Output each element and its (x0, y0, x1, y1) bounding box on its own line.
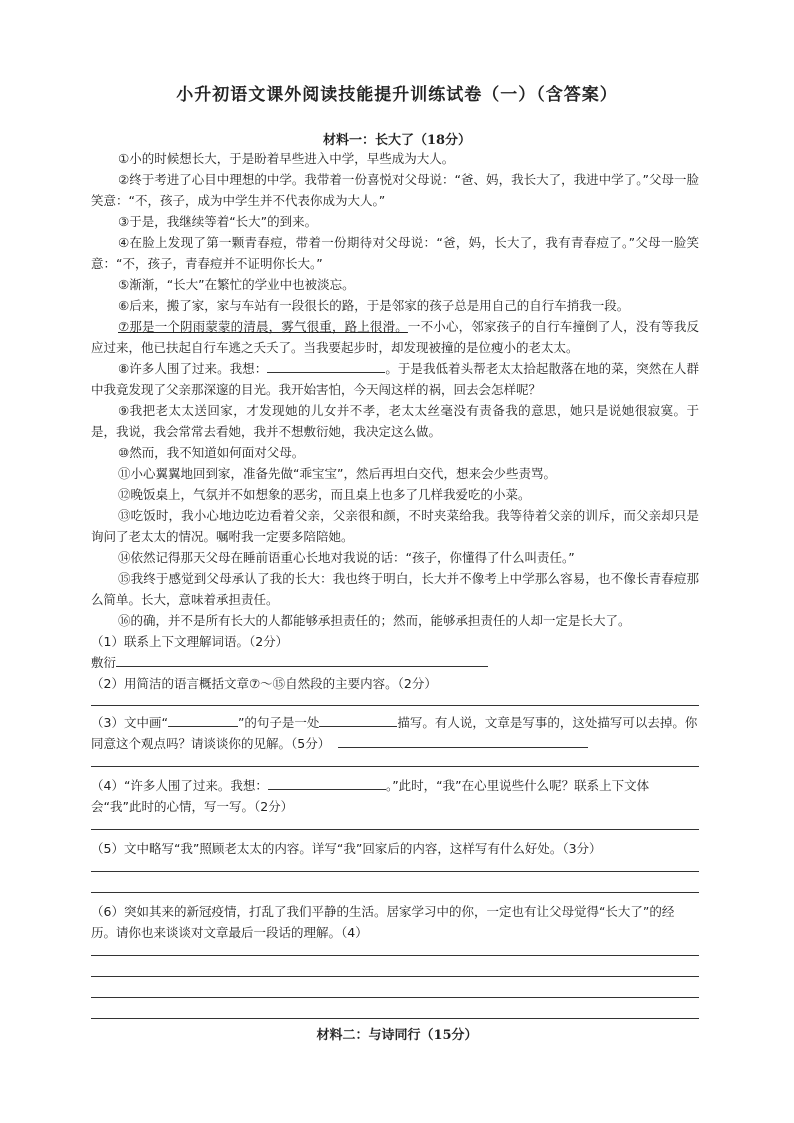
paragraph-8 (91, 358, 699, 400)
paragraph-8-before: ⑧许多人围了过来。我想： (118, 361, 268, 376)
underlined-sentence: ⑦那是一个阴雨蒙蒙的清晨，雾气很重，路上很滑。 (118, 319, 408, 334)
question-3-blank-1[interactable] (168, 712, 238, 727)
question-3 (91, 712, 699, 754)
paragraph-12: ⑫晚饭桌上，气氛并不如想象的恶劣，而且桌上也多了几样我爱吃的小菜。 (118, 487, 531, 502)
paragraph-7-rest: 一不小心，邻家孩子的自行车撞倒了人，没有等我反应过来，他已扶起自行车逃之夭夭了。当我要起步时，却发现被撞的是位瘦小的老太太。 (91, 319, 699, 355)
paragraph-13: ⑬吃饭时，我小心地边吃边看着父亲，父亲很和颜，不时夹菜给我。我等待着父亲的训斥，而父亲却只是询问了老太太的情况。嘱咐我一定要多陪陪她。 (91, 508, 699, 544)
question-2-answer-line[interactable] (91, 705, 699, 706)
question-6-answer-line-4[interactable] (91, 1018, 699, 1019)
paragraph-4: ④在脸上发现了第一颗青春痘，带着一份期待对父母说：“爸，妈，长大了，我有青春痘了。”父母一脸笑意：“不，孩子，青春痘并不证明你长大。” (91, 235, 699, 271)
question-3-part-a: （3）文中画“ (91, 715, 168, 730)
question-4-answer-line[interactable] (91, 829, 699, 830)
question-3-part-b: ”的句子是一处 (237, 715, 320, 730)
question-4-part-b: 。”此时，“我”在心里说些什么呢？联系上下文体会“我”此时的心情，写一写。（2分） (91, 778, 650, 814)
section-heading-material-2: 材料二：与诗同行（15分） (316, 1028, 478, 1043)
question-3-part-c: 描写。有人说，文章是写事的，这处描写可以去掉。你同意这个观点吗？请谈谈你的见解。（5分） (91, 715, 698, 751)
question-5-answer-line-1[interactable] (91, 871, 699, 872)
question-6-answer-line-2[interactable] (91, 976, 699, 977)
paragraph-7 (91, 316, 699, 358)
question-2: （2）用简洁的语言概括文章⑦～⑮自然段的主要内容。（2分） (91, 676, 437, 691)
question-6: （6）突如其来的新冠疫情，打乱了我们平静的生活。居家学习中的你，一定也有让父母觉得“长大了”的经历。请你也来谈谈对文章最后一段话的理解。（4） (91, 904, 675, 940)
question-1-word-row (91, 652, 699, 673)
question-4-blank[interactable] (268, 775, 386, 790)
question-4-part-a: （4）“许多人围了过来。我想： (91, 778, 268, 793)
paragraph-10: ⑩然而，我不知道如何面对父母。 (118, 445, 305, 460)
question-1: （1）联系上下文理解词语。（2分） (91, 634, 289, 649)
paragraph-6: ⑥后来，搬了家，家与车站有一段很长的路，于是邻家的孩子总是用自己的自行车捎我一段。 (118, 298, 630, 313)
question-3-blank-2[interactable] (319, 712, 397, 727)
question-6-answer-line-1[interactable] (91, 955, 699, 956)
paragraph-1: ①小的时候想长大，于是盼着早些进入中学，早些成为大人。 (118, 151, 455, 166)
paragraph-2: ②终于考进了心目中理想的中学。我带着一份喜悦对父母说：“爸、妈，我长大了，我进中学了。”父母一脸笑意：“不，孩子，成为中学生并不代表你成为大人。” (91, 172, 699, 208)
question-1-answer-line[interactable] (116, 652, 488, 667)
section-heading-material-1: 材料一：长大了（18分） (322, 133, 472, 148)
question-3-answer-line[interactable] (91, 766, 699, 767)
paragraph-11: ⑪小心翼翼地回到家，准备先做“乖宝宝”，然后再坦白交代，想来会少些责骂。 (118, 466, 556, 481)
paragraph-8-after: 。于是我低着头帮老太太拾起散落在地的菜，突然在人群中我竟发现了父亲那深邃的目光。我开始害怕，今天闯这样的祸，回去会怎样呢？ (91, 361, 699, 397)
question-6-answer-line-3[interactable] (91, 997, 699, 998)
paragraph-3: ③于是，我继续等着“长大”的到来。 (118, 214, 318, 229)
question-1-word: 敷衍 (91, 655, 117, 670)
paragraph-16: ⑯的确，并不是所有长大的人都能够承担责任的；然而，能够承担责任的人却一定是长大了。 (118, 613, 631, 628)
question-4 (91, 775, 699, 817)
page-title: 小升初语文课外阅读技能提升训练试卷（一）（含答案） (176, 85, 618, 105)
question-5-answer-line-2[interactable] (91, 892, 699, 893)
paragraph-14: ⑭依然记得那天父母在睡前语重心长地对我说的话：“孩子，你懂得了什么叫责任。” (118, 550, 575, 565)
paragraph-8-blank[interactable] (267, 358, 385, 373)
paragraph-9: ⑨我把老太太送回家，才发现她的儿女并不孝，老太太丝毫没有责备我的意思，她只是说她很寂寞。于是，我说，我会常常去看她，我并不想敷衍她，我决定这么做。 (91, 403, 699, 439)
paragraph-15: ⑮我终于感觉到父母承认了我的长大：我也终于明白，长大并不像考上中学那么容易，也不像长青春痘那么简单。长大，意味着承担责任。 (91, 571, 699, 607)
question-5: （5）文中略写“我”照顾老太太的内容。详写“我”回家后的内容，这样写有什么好处。（3分） (91, 841, 602, 856)
paragraph-5: ⑤渐渐，“长大”在繁忙的学业中也被淡忘。 (118, 277, 355, 292)
question-3-answer-inline[interactable] (338, 733, 588, 748)
